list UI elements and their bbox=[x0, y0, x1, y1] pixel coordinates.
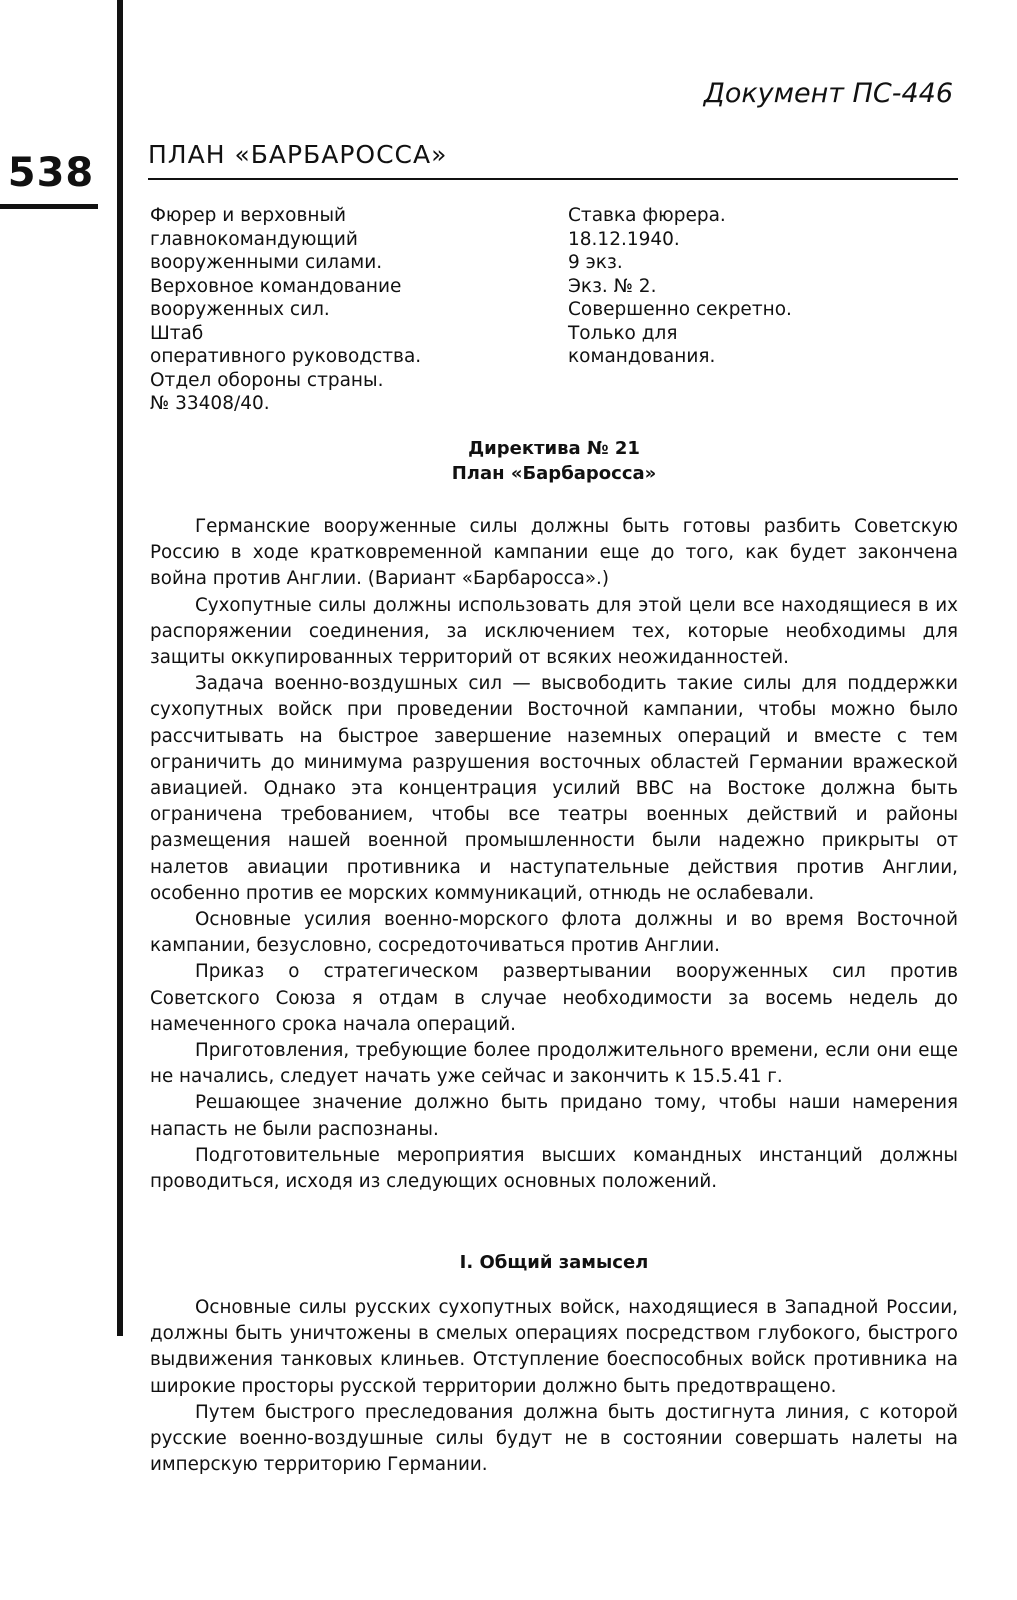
header-left-line: вооруженными силами. bbox=[150, 252, 383, 273]
header-left-block bbox=[150, 204, 421, 416]
margin-rule bbox=[117, 0, 123, 1336]
header-left-line: № 33408/40. bbox=[150, 393, 270, 414]
document-number: Документ ПС-446 bbox=[703, 78, 953, 109]
header-left-line: Верховное командование bbox=[150, 275, 402, 297]
paragraph: Основные силы русских сухопутных войск, находящиеся в Западной России, должны быть уничтожены в смелых операциях посредством глубокого, быстрого выдвижения танковых клиньев. Отступление боеспособных войск противника на широкие просторы русской территории должно быть предотвращено. bbox=[150, 1297, 958, 1397]
paragraph: Приказ о стратегическом развертывании вооруженных сил против Советского Союза я отдам в случае необходимости за восемь недель до намеченного срока начала операций. bbox=[150, 961, 958, 1035]
paragraph: Германские вооруженные силы должны быть готовы разбить Советскую Россию в ходе кратковременной кампании еще до того, как будет закончена война против Англии. (Вариант «Барбаросса».) bbox=[150, 516, 958, 590]
header-right-line: Экз. № 2. bbox=[568, 275, 657, 297]
header-right-line: Ставка фюрера. bbox=[568, 205, 726, 226]
directive-name: План «Барбаросса» bbox=[451, 463, 657, 484]
paragraph: Подготовительные мероприятия высших командных инстанций должны проводиться, исходя из следующих основных положений. bbox=[150, 1144, 958, 1193]
paragraph: Путем быстрого преследования должна быть достигнута линия, с которой русские военно-воздушные силы будут не в состоянии совершать налеты на имперскую территорию Германии. bbox=[150, 1401, 958, 1476]
header-right-line: 9 экз. bbox=[568, 252, 623, 273]
paragraph: Приготовления, требующие более продолжительного времени, если они еще не начались, следует начать уже сейчас и закончить к 15.5.41 г. bbox=[150, 1040, 958, 1088]
paragraph: Основные усилия военно-морского флота должны и во время Восточной кампании, безусловно, сосредоточиваться против Англии. bbox=[150, 909, 958, 957]
directive-number: Директива № 21 bbox=[468, 438, 640, 459]
header-left-line: вооруженных сил. bbox=[150, 299, 330, 320]
header-left-line: Штаб bbox=[150, 322, 204, 344]
page-number: 538 bbox=[7, 150, 95, 196]
header-right-line: Только для bbox=[568, 322, 678, 344]
paragraph: Задача военно-воздушных сил — высвободить такие силы для поддержки сухопутных войск при проведении Восточной кампании, чтобы можно было рассчитывать на быстрое завершение наземных операций и вместе с тем ограничить до минимума разрушения восточных областей Германии вражеской авиацией. Однако эта концентрация усилий ВВС на Востоке должна быть ограничена требованием, чтобы все театры военных действий и районы размещения нашей военной промышленности были надежно прикрыты от налетов авиации противника и наступательные действия против Англии, особенно против ее морских коммуникаций, отнюдь не ослабевали. bbox=[150, 673, 958, 904]
header-left-line: главнокомандующий bbox=[150, 228, 358, 250]
header-left-line: Отдел обороны страны. bbox=[150, 369, 384, 391]
header-right-block bbox=[568, 204, 792, 369]
section-title: I. Общий замысел bbox=[459, 1252, 649, 1273]
header-left-line: Фюрер и верховный bbox=[150, 205, 347, 226]
header-right-line: командования. bbox=[568, 346, 716, 367]
header-right-line: Совершенно секретно. bbox=[568, 299, 792, 320]
title-rule bbox=[148, 178, 958, 180]
directive-heading bbox=[150, 436, 958, 486]
body-text bbox=[150, 514, 958, 1195]
section-body-text bbox=[150, 1295, 958, 1478]
header-left-line: оперативного руководства. bbox=[150, 346, 422, 367]
page-title: ПЛАН «БАРБАРОССА» bbox=[148, 140, 448, 169]
page-number-rule bbox=[0, 204, 98, 209]
header-right-line: 18.12.1940. bbox=[568, 228, 680, 250]
paragraph: Решающее значение должно быть придано тому, чтобы наши намерения напасть не были распознаны. bbox=[150, 1092, 958, 1140]
paragraph: Сухопутные силы должны использовать для этой цели все находящиеся в их распоряжении соединения, за исключением тех, которые необходимы для защиты оккупированных территорий от всяких неожиданностей. bbox=[150, 594, 958, 669]
